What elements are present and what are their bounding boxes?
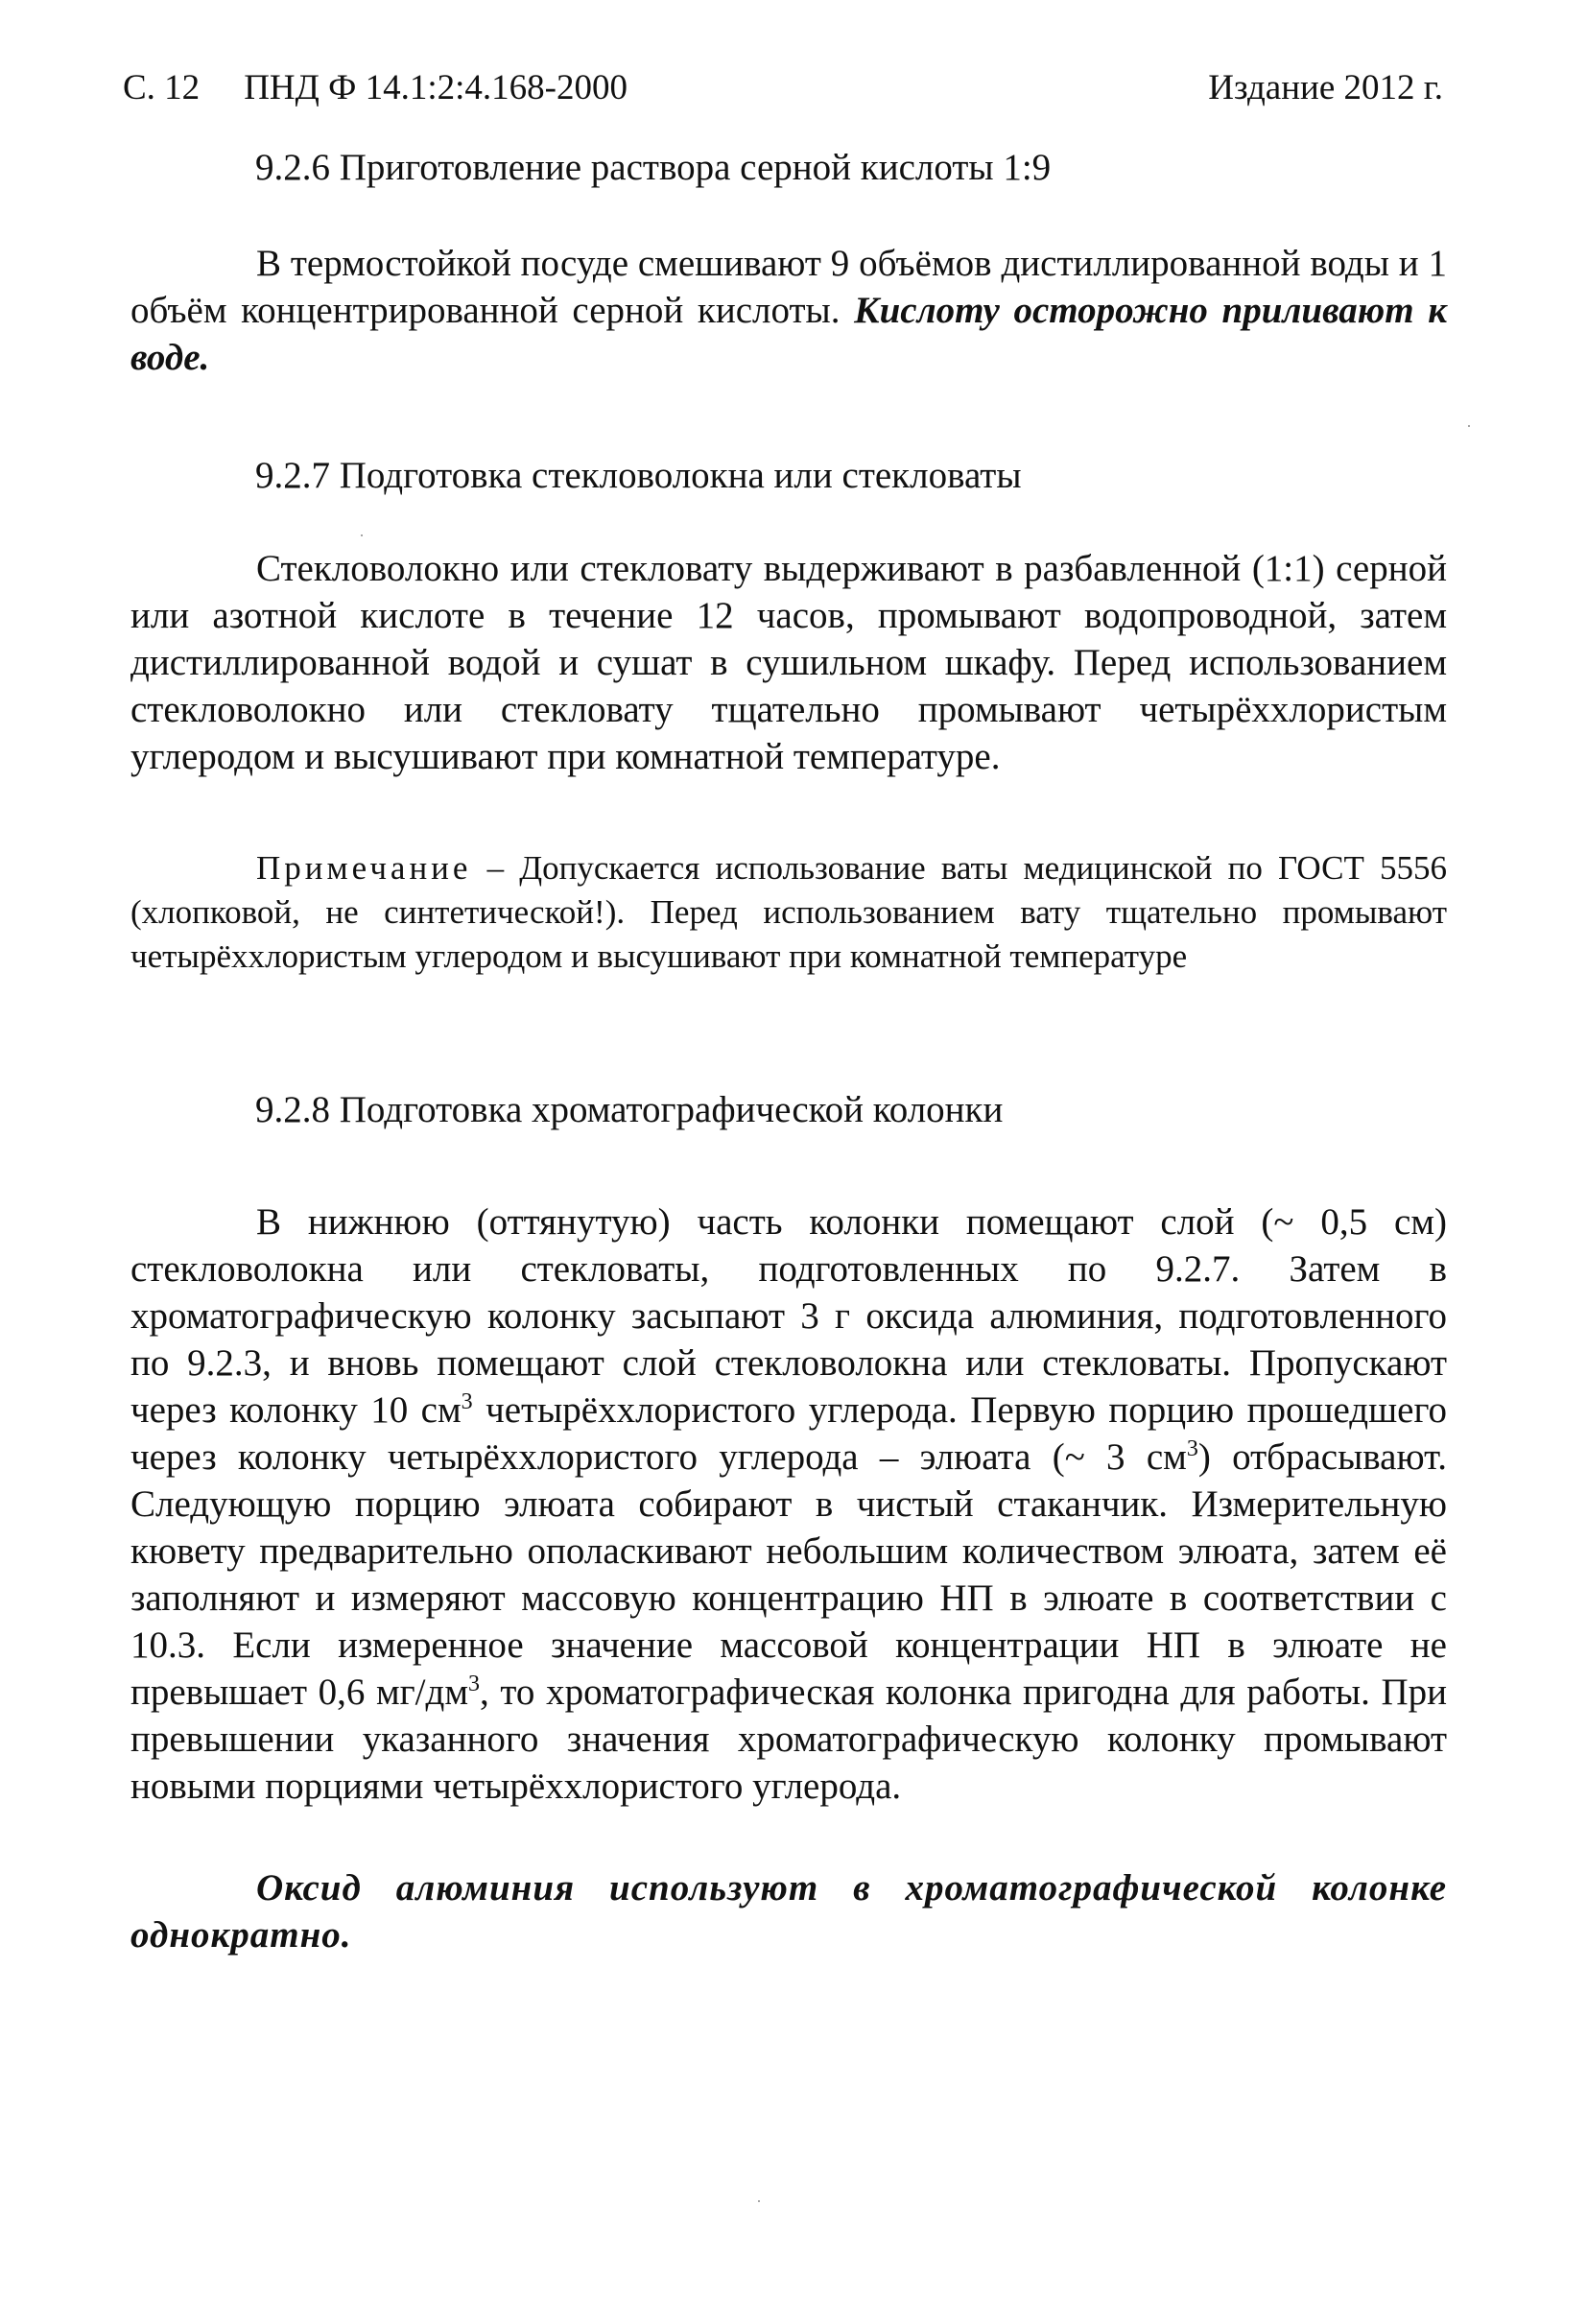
document-code: ПНД Ф 14.1:2:4.168-2000 bbox=[244, 68, 628, 107]
section-body-9-2-7: Стекловолокно или стекловату выдерживают в разбавленной (1:1) серной или азотной кислоте в течение 12 часов, промывают водопроводной, затем дистиллированной водой и сушат в сушильном шкафу. Перед использованием стекловолокно или стекловату тщательно промывают четырёххлористым углеродом и высушивают при комнатной температуре. bbox=[130, 548, 1447, 777]
superscript: 3 bbox=[468, 1672, 481, 1696]
scan-speck bbox=[361, 534, 363, 536]
emphasis-warning: Кислоту осторожно приливают к воде. bbox=[130, 290, 1448, 378]
final-emphasis-note: Оксид алюминия используют в хроматографической колонке однократно. bbox=[130, 1867, 1447, 1956]
body-text-part: ) отбрасывают. Следующую порцию элюата собирают в чистый стаканчик. Измерительную кювету предварительно ополаскивают небольшим количеством элюата, затем её заполняют и измеряют массовую концентрацию НП в элюате в соответствии с 10.3. Если измеренное значение массовой концентрации НП в элюате не превышает 0,6 мг/дм bbox=[130, 1436, 1447, 1713]
note-label: Примечание bbox=[256, 849, 472, 887]
scan-speck bbox=[1468, 425, 1470, 427]
section-body-9-2-6 bbox=[130, 240, 1447, 381]
section-heading-9-2-8: 9.2.8 Подготовка хроматографической колонки bbox=[255, 1089, 1004, 1130]
page-header bbox=[123, 63, 1443, 113]
superscript: 3 bbox=[1186, 1436, 1198, 1461]
section-heading-9-2-7: 9.2.7 Подготовка стекловолокна или стекловаты bbox=[255, 455, 1022, 496]
body-text: В термостойкой посуде смешивают 9 объёмов дистиллированной воды и 1 объём концентрированной серной кислоты. bbox=[130, 243, 1447, 331]
section-heading-9-2-6: 9.2.6 Приготовление раствора серной кислоты 1:9 bbox=[255, 147, 1052, 188]
section-body-9-2-8 bbox=[130, 1198, 1447, 1810]
body-text-part: четырёххлористого углерода. Первую порцию прошедшего через колонку четырёххлористого углерода – элюата (~ 3 см bbox=[130, 1389, 1448, 1478]
edition-label: Издание 2012 г. bbox=[1208, 68, 1443, 107]
page-number: С. 12 bbox=[123, 68, 201, 107]
scan-speck bbox=[758, 2200, 760, 2202]
note-text: – Допускается использование ваты медицинской по ГОСТ 5556 (хлопковой, не синтетической!). Перед использованием вату тщательно промывают четырёххлористым углеродом и высушивают при комнатной температуре bbox=[130, 849, 1447, 975]
header-left bbox=[123, 63, 628, 113]
superscript: 3 bbox=[461, 1389, 473, 1414]
body-text-part: , то хроматографическая колонка пригодна для работы. При превышении указанного значения хроматографическую колонку промывают новыми порциями четырёххлористого углерода. bbox=[130, 1672, 1447, 1807]
body-text-part: В нижнюю (оттянутую) часть колонки помещают слой (~ 0,5 см) стекловолокна или стекловаты, подготовленных по 9.2.7. Затем в хроматографическую колонку засыпают 3 г оксида алюминия, подготовленного по 9.2.3, и вновь помещают слой стекловолокна или стекловаты. Пропускают через колонку 10 см bbox=[130, 1201, 1447, 1431]
note-block bbox=[130, 846, 1447, 979]
